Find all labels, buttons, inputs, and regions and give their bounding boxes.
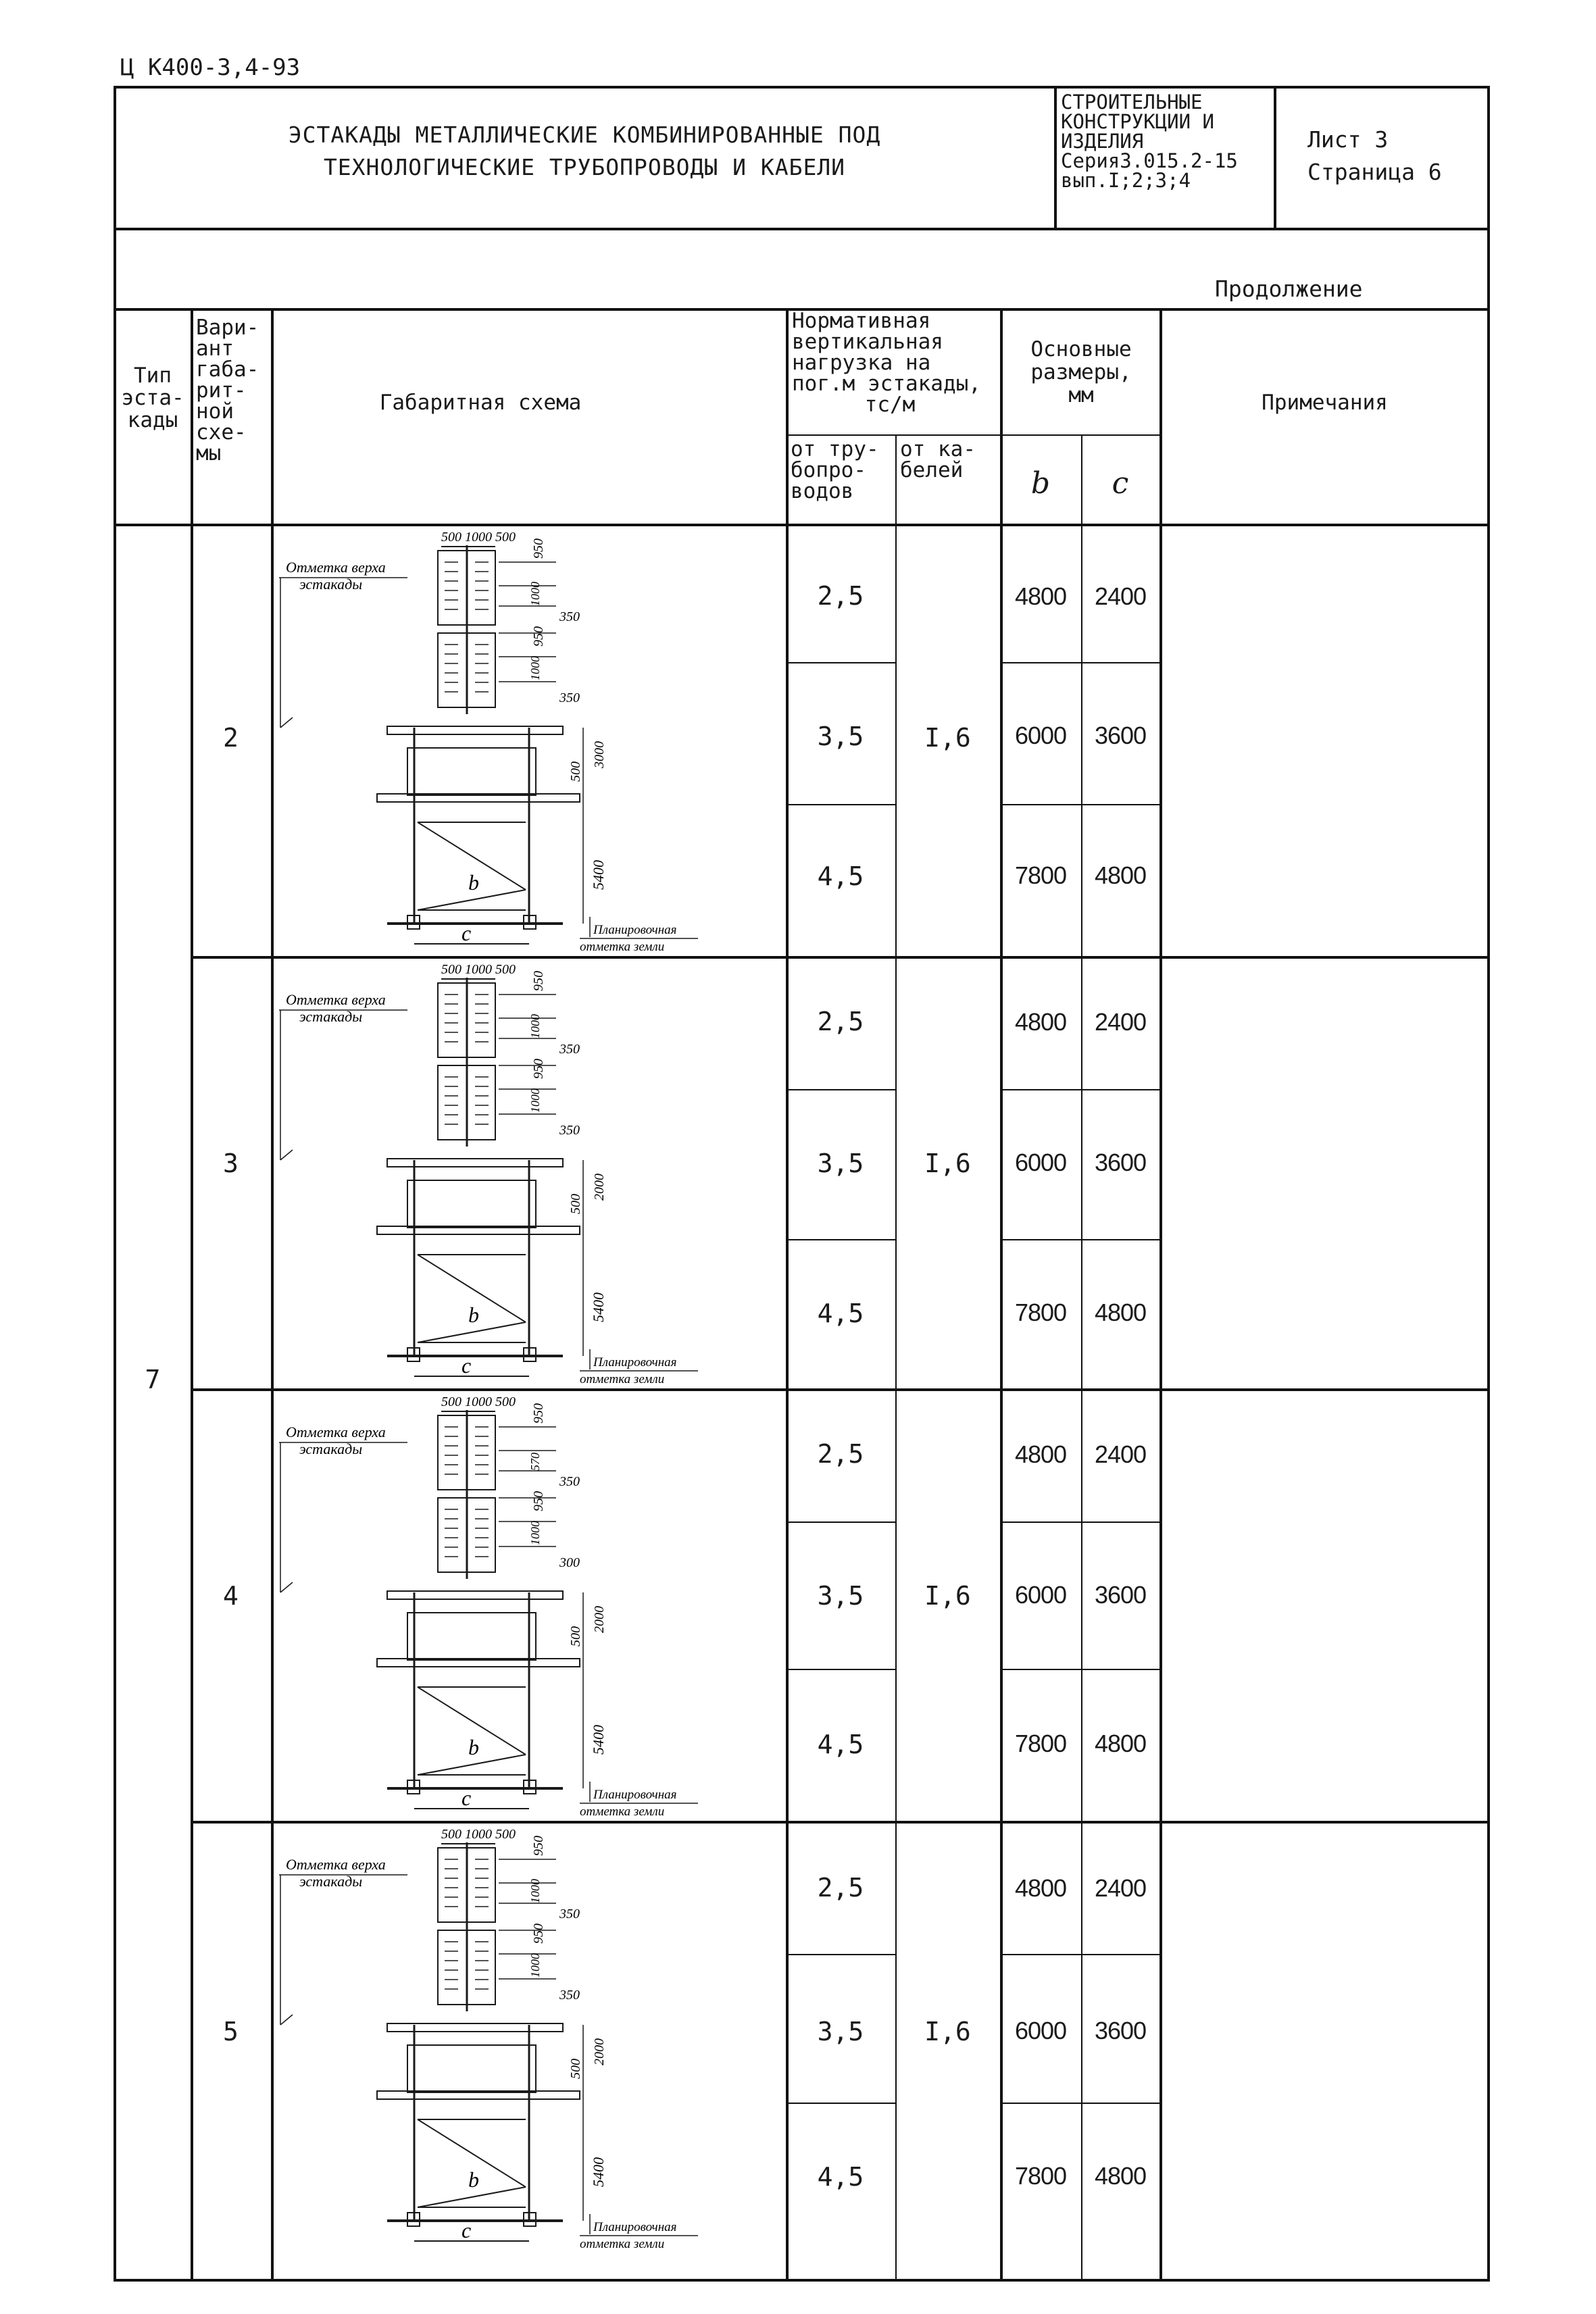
variant-number: 2	[223, 723, 239, 753]
pipe-load: 3,5	[817, 1581, 864, 1611]
dimension-label: 350	[559, 1042, 580, 1057]
dim-c-label: c	[462, 1353, 472, 1378]
gauge-scheme-drawing	[272, 957, 784, 1388]
header-load-line: Нормативная	[792, 309, 931, 333]
header-dims-line: мм	[1068, 383, 1094, 407]
dimension-label: 5400	[590, 2157, 607, 2187]
dimension-label: 350	[559, 609, 580, 624]
row-rule	[1000, 1239, 1159, 1240]
top-mark-label: Отметка верха	[286, 559, 386, 576]
header-dims-line: размеры,	[1030, 360, 1132, 384]
header-dim-b: b	[1030, 466, 1051, 501]
dimension-label: 1000	[528, 1521, 542, 1545]
dim-c-value: 4800	[1094, 1299, 1147, 1326]
dim-c-value: 3600	[1094, 722, 1147, 749]
arrow	[280, 1582, 293, 1592]
dimension-label: 5400	[590, 860, 607, 890]
dimension-label: 1000	[528, 656, 542, 680]
header-cables-line: белей	[900, 458, 964, 482]
header-type-line: кады	[127, 408, 178, 432]
dimension-label: 5400	[590, 1292, 607, 1322]
dim-c-value: 2400	[1094, 1440, 1147, 1468]
series-line-3: ИЗДЕЛИЯ	[1061, 130, 1144, 153]
row-rule	[786, 1239, 895, 1240]
dimension-label: 1000	[528, 1879, 542, 1903]
dimension-label: 5400	[590, 1725, 607, 1755]
header-variant	[196, 318, 270, 464]
ground-mark-label: Планировочная	[593, 923, 677, 937]
cable-load: I,6	[924, 723, 971, 753]
dimension-label: 350	[559, 1474, 580, 1489]
top-mark-label: эстакады	[299, 1008, 363, 1025]
col-rule-1	[191, 308, 193, 2282]
top-mark-label: эстакады	[299, 576, 363, 593]
pipe-load: 4,5	[817, 1730, 864, 1759]
series-line-1: СТРОИТЕЛЬНЫЕ	[1061, 91, 1203, 114]
row-rule	[786, 2103, 895, 2104]
top-dimension-label: 500 1000 500	[441, 1827, 516, 1842]
pipe-load: 2,5	[817, 1007, 864, 1036]
series-line-2: КОНСТРУКЦИИ И	[1061, 110, 1214, 133]
ground-mark-label: отметка земли	[580, 1805, 665, 1819]
dimension-label: 950	[531, 971, 546, 991]
gauge-scheme-drawing	[272, 525, 784, 956]
header-variant-line: схе-	[196, 420, 247, 445]
header-load	[792, 311, 1001, 416]
dim-b-label: b	[468, 2167, 479, 2192]
top-dimension-label: 500 1000 500	[441, 1394, 516, 1409]
title-block-divider-1	[1054, 86, 1057, 229]
row-rule	[786, 804, 895, 805]
dimension-label: 350	[559, 1907, 580, 1921]
dim-c-value: 2400	[1094, 1008, 1147, 1036]
cable-box	[407, 1180, 536, 1228]
header-variant-line: Вари-	[196, 316, 259, 340]
pipe-load: 3,5	[817, 1149, 864, 1178]
dim-c-value: 2400	[1094, 582, 1147, 610]
gauge-scheme-drawing	[272, 1822, 784, 2253]
dimension-label: 500	[568, 2059, 583, 2079]
header-cables-line: от ка-	[900, 437, 976, 461]
header-pipes-line: от тру-	[791, 437, 879, 461]
header-variant-line: ант	[196, 336, 234, 361]
header-variant-line: мы	[196, 441, 222, 466]
dimension-label: 2000	[592, 2038, 607, 2065]
dim-b-value: 6000	[1014, 722, 1067, 749]
dim-b-value: 6000	[1014, 1149, 1067, 1176]
col-rule-6	[1081, 434, 1082, 2282]
row-rule	[1000, 1089, 1159, 1090]
sheet-number: Лист 3	[1307, 126, 1389, 153]
dim-b-value: 7800	[1014, 861, 1067, 889]
dim-c-value: 3600	[1094, 1149, 1147, 1176]
dim-b-value: 6000	[1014, 1581, 1067, 1609]
dim-b-value: 4800	[1014, 1440, 1067, 1468]
top-mark-label: Отметка верха	[286, 1856, 386, 1873]
arrow	[280, 1150, 293, 1160]
dim-c-value: 2400	[1094, 1874, 1147, 1902]
series-issues: вып.I;2;3;4	[1061, 169, 1191, 192]
title-block-divider-2	[1274, 86, 1276, 229]
pipe-load: 4,5	[817, 2162, 864, 2192]
dimension-label: 1000	[528, 1014, 542, 1038]
dim-c-value: 4800	[1094, 2162, 1147, 2190]
dim-b-label: b	[468, 1303, 479, 1327]
header-variant-line: габа-	[196, 357, 259, 382]
dim-b-value: 4800	[1014, 582, 1067, 610]
dimension-label: 2000	[592, 1174, 607, 1201]
dimension-label: 1000	[528, 1088, 542, 1113]
dimension-label: 1000	[528, 582, 542, 606]
row-rule	[786, 662, 895, 663]
dim-b-value: 7800	[1014, 1299, 1067, 1326]
dim-c-label: c	[462, 1786, 472, 1810]
ground-mark-label: отметка земли	[580, 940, 665, 954]
cable-box	[407, 2045, 536, 2092]
variant-number: 3	[223, 1149, 239, 1178]
header-load-line: нагрузка на	[792, 351, 931, 375]
ground-mark-label: Планировочная	[593, 1355, 677, 1369]
row-rule	[1000, 1954, 1159, 1955]
sheet-block	[1307, 124, 1442, 188]
header-dim-c: c	[1112, 466, 1129, 501]
dimension-label: 500	[568, 1194, 583, 1214]
top-mark-label: Отметка верха	[286, 991, 386, 1008]
row-rule	[1000, 2103, 1159, 2104]
header-variant-line: ной	[196, 399, 234, 424]
dim-c-label: c	[462, 921, 472, 945]
pipe-load: 3,5	[817, 722, 864, 751]
arrow	[280, 2015, 293, 2025]
dim-c-label: c	[462, 2218, 472, 2242]
header-dims-line: Основные	[1030, 337, 1132, 361]
dimension-label: 950	[531, 538, 546, 559]
row-rule	[786, 1669, 895, 1670]
gauge-scheme-drawing	[272, 1390, 784, 1821]
dim-b-value: 4800	[1014, 1874, 1067, 1902]
header-notes: Примечания	[1262, 391, 1388, 415]
pipe-load: 2,5	[817, 581, 864, 611]
header-cables	[900, 439, 998, 481]
variant-number: 5	[223, 2017, 239, 2046]
row-rule	[1000, 1669, 1159, 1670]
dim-b-label: b	[468, 1735, 479, 1759]
header-load-line: вертикальная	[792, 330, 943, 354]
continuation-label: Продолжение	[1215, 276, 1363, 302]
header-pipes-line: водов	[791, 479, 854, 503]
dimension-label: 500	[568, 1626, 583, 1646]
top-dimension-label: 500 1000 500	[441, 530, 516, 545]
pipe-load: 2,5	[817, 1873, 864, 1903]
dim-c-value: 3600	[1094, 1581, 1147, 1609]
dimension-label: 950	[531, 1491, 546, 1511]
ground-mark-label: отметка земли	[580, 1372, 665, 1386]
pipe-load: 3,5	[817, 2017, 864, 2046]
dim-c-value: 4800	[1094, 1730, 1147, 1757]
row-rule	[786, 1521, 895, 1523]
header-load-line: тс/м	[864, 393, 916, 417]
dimension-label: 3000	[592, 741, 607, 768]
dim-b-value: 7800	[1014, 1730, 1067, 1757]
dimension-label: 350	[559, 690, 580, 705]
dim-b-value: 7800	[1014, 2162, 1067, 2190]
page-number: Страница 6	[1307, 159, 1442, 185]
col-rule-4	[895, 434, 897, 2282]
series-block	[1061, 93, 1272, 191]
dimension-label: 350	[559, 1123, 580, 1138]
dim-c-value: 3600	[1094, 2017, 1147, 2044]
variant-number: 4	[223, 1581, 239, 1611]
dim-b-label: b	[468, 870, 479, 895]
document-title	[122, 119, 1047, 184]
dimension-label: 500	[568, 761, 583, 782]
ground-mark-label: отметка земли	[580, 2237, 665, 2251]
row-rule	[786, 1954, 895, 1955]
dim-c-value: 4800	[1094, 861, 1147, 889]
cable-box	[407, 1613, 536, 1660]
dimension-label: 950	[531, 1059, 546, 1079]
top-dimension-label: 500 1000 500	[441, 962, 516, 977]
document-code: Ц К400-3,4-93	[120, 54, 301, 81]
dimension-label: 950	[531, 1403, 546, 1424]
dim-b-value: 6000	[1014, 2017, 1067, 2044]
row-rule	[1000, 804, 1159, 805]
title-block-bottom-rule	[114, 228, 1490, 230]
dim-b-value: 4800	[1014, 1008, 1067, 1036]
pipe-load: 4,5	[817, 1299, 864, 1328]
header-type-line: эста-	[121, 386, 184, 410]
dimension-label: 1000	[528, 1953, 542, 1978]
dimension-label: 350	[559, 1988, 580, 2003]
header-variant-line: рит-	[196, 378, 247, 403]
header-scheme: Габаритная схема	[379, 391, 582, 415]
col-rule-7	[1159, 308, 1162, 2282]
title-line-2: ТЕХНОЛОГИЧЕСКИЕ ТРУБОПРОВОДЫ И КАБЕЛИ	[323, 154, 846, 180]
header-type	[115, 365, 191, 432]
cable-load: I,6	[924, 1149, 971, 1178]
dimension-label: 950	[531, 1836, 546, 1856]
dimension-label: 570	[528, 1453, 542, 1471]
dimension-label: 950	[531, 1923, 546, 1944]
header-dims	[1003, 338, 1159, 407]
dimension-label: 2000	[592, 1606, 607, 1633]
cable-load: I,6	[924, 1581, 971, 1611]
header-load-line: пог.м эстакады,	[792, 372, 981, 396]
cable-load: I,6	[924, 2017, 971, 2046]
pipe-load: 2,5	[817, 1439, 864, 1469]
header-pipes	[791, 439, 895, 502]
top-mark-label: эстакады	[299, 1440, 363, 1457]
title-line-1: ЭСТАКАДЫ МЕТАЛЛИЧЕСКИЕ КОМБИНИРОВАННЫЕ ПОД	[288, 122, 881, 148]
header-type-line: Тип	[134, 363, 172, 388]
cable-box	[407, 748, 536, 795]
row-rule	[1000, 1521, 1159, 1523]
arrow	[280, 718, 293, 728]
top-mark-label: Отметка верха	[286, 1424, 386, 1440]
pipe-load: 4,5	[817, 861, 864, 891]
subheader-rule	[786, 434, 1161, 436]
top-mark-label: эстакады	[299, 1873, 363, 1890]
ground-mark-label: Планировочная	[593, 2220, 677, 2234]
header-pipes-line: бопро-	[791, 458, 866, 482]
dimension-label: 300	[559, 1555, 580, 1570]
series-number: Серия3.015.2-15	[1061, 149, 1238, 172]
row-rule	[786, 1089, 895, 1090]
ground-mark-label: Планировочная	[593, 1788, 677, 1802]
row-rule	[1000, 662, 1159, 663]
dimension-label: 950	[531, 626, 546, 647]
type-value: 7	[145, 1365, 161, 1394]
